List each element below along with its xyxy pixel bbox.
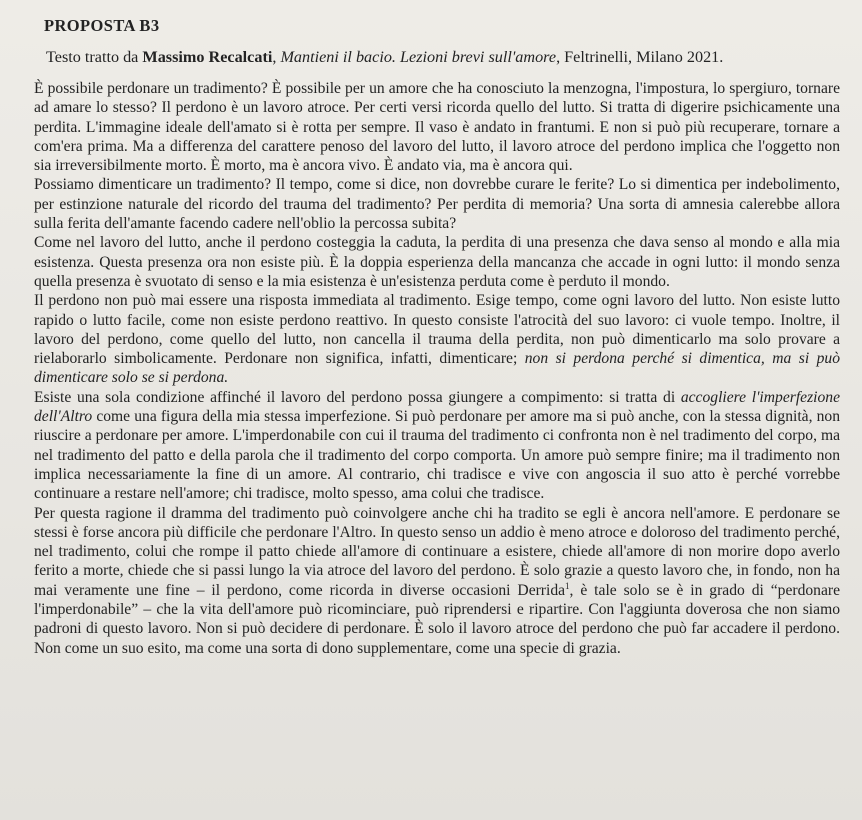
paragraph-6-text-a: Per questa ragione il dramma del tradimento può coinvolgere anche chi ha tradito se egli è ancora nell'amore. E perdonare se stessi è forse ancora più difficile che perdonare l'Altro. In questo senso un addio è meno atroce e doloroso del tradimento perché, nel tradimento, colui che rompe il patto chiede all'amore di continuare a esistere, chiede all'amore di non morire dopo averlo ferito a morte, chiede che si passi lungo la via atroce del lavoro del perdono. È solo grazie a questo lavoro che, in fondo, non ha mai veramente une fine – il perdono, come ricorda in diverse occasioni Derrida (34, 504, 840, 599)
paragraph-6 (34, 504, 840, 658)
source-citation (46, 48, 840, 67)
paragraph-5-text-b: come una figura della mia stessa imperfezione. Si può perdonare per amore ma si può anche, con la stessa dignità, non riuscire a perdonare per amore. L'imperdonabile con cui il trauma del tradimento ci confronta non è nel tradimento del corpo, ma nel tradimento del patto e della parola che il tradimento del corpo comporta. Un amore può sempre finire; ma il tradimento non implica necessariamente la fine di un amore. Al contrario, chi tradisce e vive con angoscia il suo atto è perché vorrebbe continuare a restare nell'amore; chi tradisce, molto spesso, ama colui che tradisce. (34, 408, 840, 503)
paragraph-3: Come nel lavoro del lutto, anche il perdono costeggia la caduta, la perdita di una presenza che dava senso al mondo e alla mia esistenza. Questa presenza ora non esiste più. È la doppia esperienza della mancanza che accade in ogni lutto: il mondo senza quella presenza è svuotato di senso e la mia esistenza è un'esistenza perduta come è perduto il mondo. (34, 234, 840, 290)
paragraph-5-text-a: Esiste una sola condizione affinché il lavoro del perdono possa giungere a compimento: si tratta di (34, 388, 681, 406)
citation-title: Mantieni il bacio. Lezioni brevi sull'amore (280, 48, 557, 66)
citation-sep: , (272, 48, 281, 66)
citation-author: Massimo Recalcati (142, 48, 273, 66)
footnote-marker: 1 (565, 580, 570, 591)
citation-prefix: Testo tratto da (46, 48, 143, 66)
paragraph-6-text-b: , è tale solo se è in grado di “perdonare l'imperdonabile” – che la vita dell'amore può ricominciare, può riprendersi e ripartire. Con l'aggiunta doverosa che non siamo padroni di questo lavoro. Non si può decidere di perdonare. È solo il lavoro atroce del perdono che può far accadere il perdono. Non come un suo esito, ma come una sorta di dono supplementare, come una specie di grazia. (34, 581, 840, 657)
paragraph-2: Possiamo dimenticare un tradimento? Il tempo, come si dice, non dovrebbe curare le ferite? Lo si dimentica per indebolimento, per estinzione naturale del ricordo del trauma del tradimento? Per perdita di memoria? Una sorta di amnesia calerebbe allora sulla ferita dell'amante facendo cadere nell'oblio la percossa subita? (34, 176, 840, 233)
paragraph-4-text: Il perdono non può mai essere una risposta immediata al tradimento. Esige tempo, come ogni lavoro del lutto. Non esiste lutto rapido o lutto facile, come non esiste perdono reattivo. In questo consiste l'atrocità del suo lavoro: ci vuole tempo. Inoltre, il lavoro del perdono, come quello del lutto, non cancella il trauma della perdita, non può dimenticarlo ma solo provare a rielaborarlo simbolicamente. Perdonare non significa, infatti, dimenticare; (34, 292, 840, 368)
section-heading: PROPOSTA B3 (44, 16, 160, 35)
paragraph-4-italic: non si perdona perché si dimentica, ma si può dimenticare solo se si perdona. (34, 350, 840, 387)
paragraph-4 (34, 291, 840, 387)
paragraph-5-italic: accogliere l'imperfezione dell'Altro (34, 388, 840, 426)
citation-publisher: , Feltrinelli, Milano 2021. (556, 48, 724, 66)
paragraph-1: È possibile perdonare un tradimento? È possibile per un amore che ha conosciuto la menzogna, l'impostura, lo spergiuro, tornare ad amare lo stesso? Il perdono è un lavoro atroce. Per certi versi ricorda quello del lutto. Si tratta di digerire psichicamente una perdita. L'immagine ideale dell'amato si è rotta per sempre. Il vaso è andato in frantumi. E non si può più recuperare, tornare a com'era prima. Ma a differenza del carattere penoso del lavoro del lutto, il lavoro atroce del perdono implica che l'oggetto non sia irreversibilmente morto. È morto, ma è ancora vivo. È andato via, ma è ancora qui. (34, 80, 840, 175)
paragraph-5 (34, 388, 840, 504)
